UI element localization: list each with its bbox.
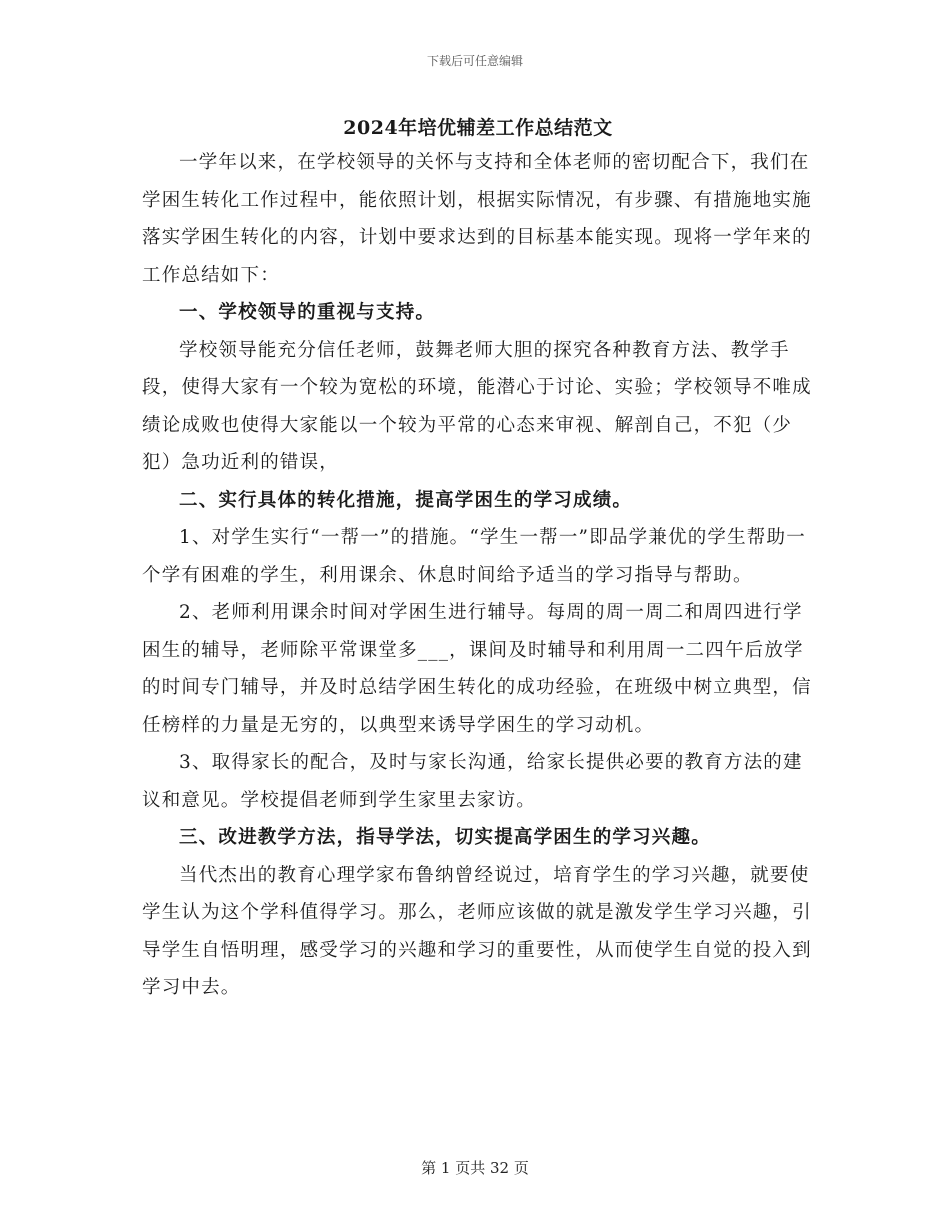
paragraph-measure-1: 1、对学生实行“一帮一”的措施。“学生一帮一”即品学兼优的学生帮助一个学有困难的学生，利用课余、休息时间给予适当的学习指导与帮助。 [142, 527, 806, 586]
section-heading-2: 二、实行具体的转化措施，提高学困生的学习成绩。 [179, 489, 633, 511]
paragraph-measure-3: 3、取得家长的配合，及时与家长沟通，给家长提供必要的教育方法的建议和意见。学校提倡老师到学生家里去家访。 [142, 752, 803, 811]
paragraph-section-1: 学校领导能充分信任老师，鼓舞老师大胆的探究各种教育方法、教学手段，使得大家有一个较为宽松的环境，能潜心于讨论、实验；学校领导不唯成绩论成败也使得大家能以一个较为平常的心态来审视、解剖自己，不犯（少犯）急功近利的错误， [142, 339, 812, 473]
document-title: 2024年培优辅差工作总结范文 [343, 117, 613, 139]
page-number-footer: 第 1 页共 32 页 [421, 1159, 529, 1177]
paragraph-measure-2: 2、老师利用课余时间对学困生进行辅导。每周的周一周二和周四进行学困生的辅导，老师除平常课堂多___，课间及时辅导和利用周一二四午后放学的时间专门辅导，并及时总结学困生转化的成功经验，在班级中树立典型，信任榜样的力量是无穷的，以典型来诱导学困生的学习动机。 [142, 602, 812, 736]
paragraph-intro: 一学年以来，在学校领导的关怀与支持和全体老师的密切配合下，我们在学困生转化工作过程中，能依照计划，根据实际情况，有步骤、有措施地实施落实学困生转化的内容，计划中要求达到的目标基本能实现。现将一学年来的工作总结如下： [142, 152, 812, 286]
section-heading-3: 三、改进教学方法，指导学法，切实提高学困生的学习兴趣。 [179, 827, 711, 848]
paragraph-section-3: 当代杰出的教育心理学家布鲁纳曾经说过，培育学生的学习兴趣，就要使学生认为这个学科值得学习。那么，老师应该做的就是激发学生学习兴趣，引导学生自悟明理，感受学习的兴趣和学习的重要性，从而使学生自觉的投入到学习中去。 [142, 864, 812, 998]
section-heading-1: 一、学校领导的重视与支持。 [179, 302, 436, 323]
header-note: 下载后可任意编辑 [426, 54, 523, 68]
document-body [142, 112, 814, 1007]
